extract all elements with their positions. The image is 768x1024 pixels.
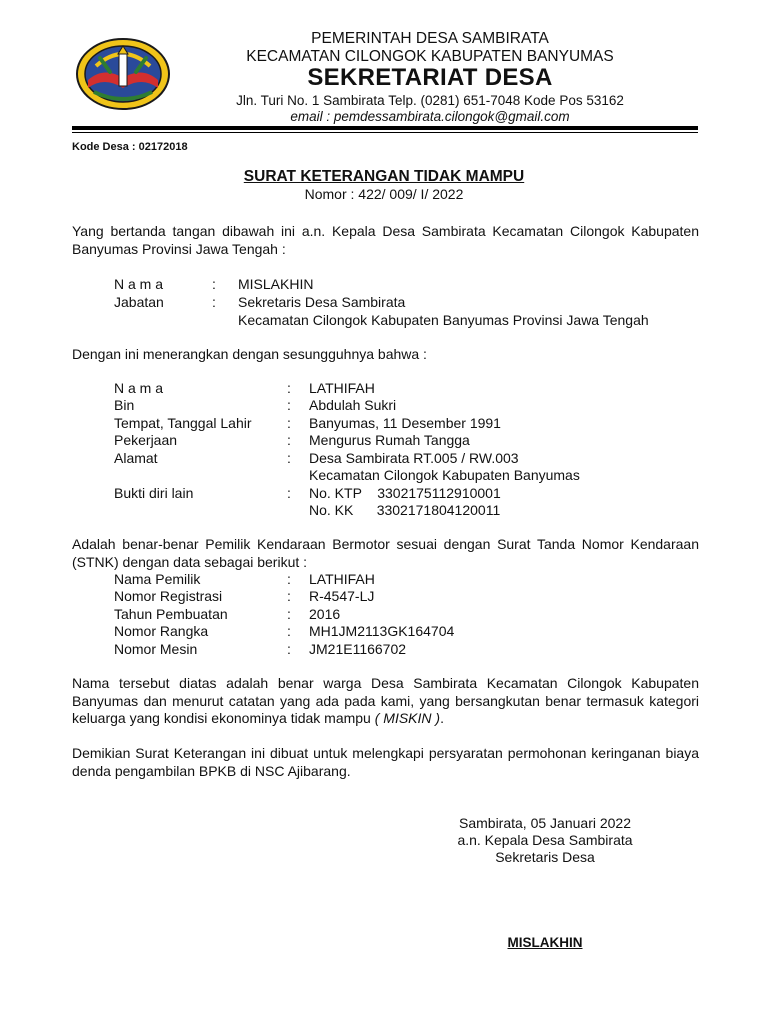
signature-position: Sekretaris Desa [495,849,595,865]
vehicle-frame-label: Nomor Rangka [114,623,209,639]
conclusion-paragraph: Nama tersebut diatas adalah benar warga Desa Sambirata Kecamatan Cilongok Kabupaten Banyumas dan menurut catatan yang ada pada kami, yang bersangkutan benar termasuk kategori keluarga yang kondisi ekonominya tidak mampu ( MISKIN ). [72,675,699,726]
document-title: SURAT KETERANGAN TIDAK MAMPU [243,168,525,185]
document-number: Nomor : 422/ 009/ I/ 2022 [304,186,464,202]
vehicle-frame: MH1JM2113GK164704 [309,623,455,639]
vehicle-owner-label: Nama Pemilik [114,571,201,587]
person-id-label: Bukti diri lain [114,485,194,501]
colon: : [287,450,291,466]
header-government: PEMERINTAH DESA SAMBIRATA [311,30,549,47]
person-ktp: No. KTP 3302175112910001 [309,485,501,501]
signer-position-2: Kecamatan Cilongok Kabupaten Banyumas Provinsi Jawa Tengah [238,312,649,328]
colon: : [287,606,291,622]
person-name-label: N a m a [114,380,164,396]
person-kk: No. KK 3302171804120011 [309,502,501,518]
vehicle-registration: R-4547-LJ [309,588,375,604]
colon: : [287,432,291,448]
person-bin-label: Bin [114,397,135,413]
colon: : [287,571,291,587]
colon: : [287,380,291,396]
closing-paragraph: Demikian Surat Keterangan ini dibuat untuk melengkapi persyaratan permohonan keringanan biaya denda pengambilan BPKB di NSC Ajibarang. [72,745,699,779]
vehicle-engine: JM21E1166702 [309,641,407,657]
person-name: LATHIFAH [309,380,375,396]
header-district: KECAMATAN CILONGOK KABUPATEN BANYUMAS [246,48,614,65]
signer-name-label: N a m a [114,276,164,292]
colon: : [287,415,291,431]
colon: : [287,397,291,413]
vehicle-year-label: Tahun Pembuatan [114,606,228,622]
header-email: email : pemdessambirata.cilongok@gmail.com [290,109,570,124]
person-address-2: Kecamatan Cilongok Kabupaten Banyumas [309,467,580,483]
header-rule-thin [72,132,698,133]
statement: Dengan ini menerangkan dengan sesungguhnya bahwa : [72,346,427,362]
signer-position-label: Jabatan [114,294,164,310]
signature-name: MISLAKHIN [507,935,583,950]
colon: : [287,485,291,501]
signer-position: Sekretaris Desa Sambirata [238,294,406,310]
signature-place-date: Sambirata, 05 Januari 2022 [459,815,631,831]
person-birth-label: Tempat, Tanggal Lahir [114,415,252,431]
signature-on-behalf: a.n. Kepala Desa Sambirata [457,832,633,848]
colon: : [212,294,216,310]
vehicle-engine-label: Nomor Mesin [114,641,198,657]
header-office: SEKRETARIAT DESA [307,64,553,91]
colon: : [287,641,291,657]
person-birth: Banyumas, 11 Desember 1991 [309,415,501,431]
vehicle-registration-label: Nomor Registrasi [114,588,223,604]
signer-name: MISLAKHIN [238,276,314,292]
colon: : [287,588,291,604]
village-code: Kode Desa : 02172018 [72,141,188,153]
person-bin: Abdulah Sukri [309,397,397,413]
vehicle-intro: Adalah benar-benar Pemilik Kendaraan Bermotor sesuai dengan Surat Tanda Nomor Kendaraan (STNK) dengan data sebagai berikut : [72,536,699,570]
header-rule-thick [72,126,698,130]
person-occupation: Mengurus Rumah Tangga [309,432,470,448]
header-address: Jln. Turi No. 1 Sambirata Telp. (0281) 651-7048 Kode Pos 53162 [236,93,624,108]
colon: : [212,276,216,292]
vehicle-owner: LATHIFAH [309,571,375,587]
person-address: Desa Sambirata RT.005 / RW.003 [309,450,519,466]
colon: : [287,623,291,639]
intro-paragraph: Yang bertanda tangan dibawah ini a.n. Kepala Desa Sambirata Kecamatan Cilongok Kabupaten Banyumas Provinsi Jawa Tengah : [72,223,699,257]
person-occupation-label: Pekerjaan [114,432,178,448]
vehicle-year: 2016 [309,606,341,622]
person-address-label: Alamat [114,450,158,466]
